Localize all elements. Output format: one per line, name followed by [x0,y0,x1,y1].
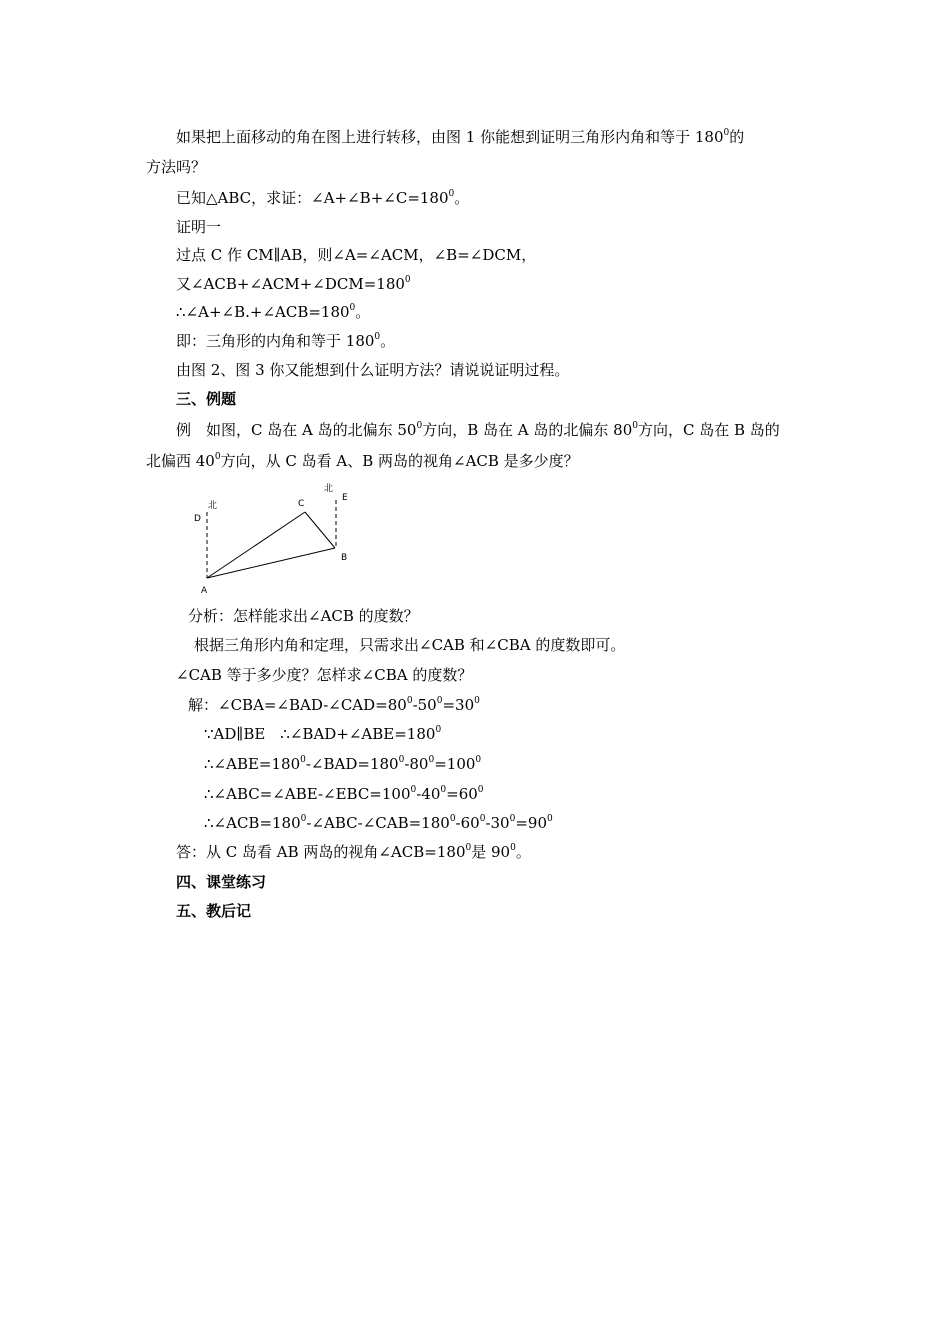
island-diagram [190,480,360,600]
segment-AB [207,548,335,578]
proof-title: 证明一 [176,218,222,236]
section-3-heading: 三、例题 [176,390,237,408]
label-E: E [342,493,348,503]
question-text: 由图 2、图 3 你又能想到什么证明方法？请说说证明过程。 [176,361,570,379]
segment-AC [207,512,305,578]
proof-conclusion: 即：三角形的内角和等于 $180^0$。 [176,332,396,350]
label-D: D [194,514,201,524]
label-north-A: 北 [208,501,218,511]
proof-step-1: 过点 C 作 CM∥AB，则∠A=∠ACM，∠B=∠DCM， [176,246,537,264]
analysis-line2: 根据三角形内角和定理，只需求出∠CAB 和∠CBA 的度数即可。 [194,636,626,654]
label-B: B [341,553,348,563]
analysis-line3: ∠CAB 等于多少度？怎样求∠CBA 的度数？ [176,666,473,684]
solution-step-3: $\therefore\angle ABE=180^0-\angle BAD=180^0-80^0=100^0$ [204,755,482,773]
solution-step-2: ∵AD∥BE $\therefore\angle BAD+\angle ABE=180^0$ [204,725,442,743]
label-A: A [201,586,208,596]
paragraph-intro-line2: 方法吗？ [146,158,207,176]
given-statement: 已知△ABC，求证：$\angle A+\angle B+\angle C=180^0$。 [176,189,470,207]
analysis-line1: 分析：怎样能求出∠ACB 的度数？ [188,607,419,625]
proof-step-2: 又$\angle ACB+\angle ACM+\angle DCM=180^0$ [176,275,411,293]
label-north-B: 北 [324,484,334,494]
label-C: C [298,499,305,509]
answer-line: 答：从 C 岛看 AB 两岛的视角$\angle ACB=180^0$是 $90^0$。 [176,843,531,861]
solution-step-5: $\therefore\angle ACB=180^0-\angle ABC-\angle CAB=180^0-60^0-30^0=90^0$ [204,814,553,832]
example-line2: 北偏西 $40^0$方向，从 C 岛看 A、B 两岛的视角∠ACB 是多少度？ [146,452,579,470]
segment-CB [305,512,335,548]
section-5-heading: 五、教后记 [176,902,252,920]
proof-step-3: $\therefore\angle A+\angle B.+\angle ACB=180^0$。 [176,303,371,321]
solution-step-4: $\therefore\angle ABC=\angle ABE-\angle EBC=100^0-40^0=60^0$ [204,785,484,803]
example-line1: 例 如图，C 岛在 A 岛的北偏东 $50^0$方向，B 岛在 A 岛的北偏东 $80^0$方向，C 岛在 B 岛的 [176,421,780,439]
section-4-heading: 四、课堂练习 [176,873,267,891]
paragraph-intro-line1: 如果把上面移动的角在图上进行转移，由图 1 你能想到证明三角形内角和等于 $180^0$的 [176,128,745,146]
solution-step-1: 解：$\angle CBA=\angle BAD-\angle CAD=80^0-50^0=30^0$ [188,696,480,714]
